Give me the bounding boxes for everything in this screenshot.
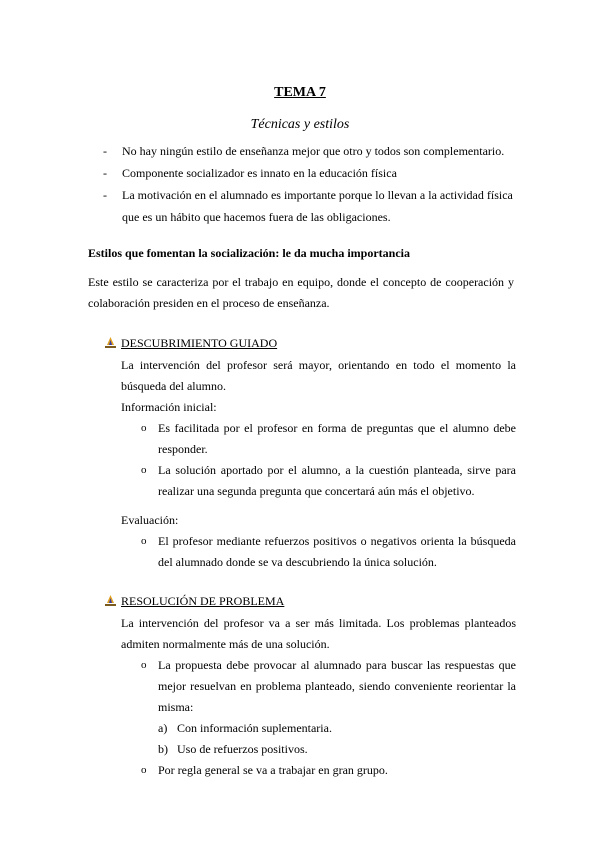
list-item: [158, 739, 516, 760]
section-intro: La intervención del profesor va a ser más limitada. Los problemas planteados admiten normalmente más de una solución.: [121, 616, 516, 651]
resolucion-list: [141, 655, 516, 781]
page-subtitle: Técnicas y estilos: [250, 117, 350, 132]
list-item: [141, 760, 516, 781]
list-item: [103, 140, 523, 162]
section-heading: [104, 333, 516, 353]
section-heading: [104, 591, 516, 611]
list-item-text: Componente socializador es innato en la educación física: [122, 166, 397, 180]
eval-label: Evaluación:: [121, 513, 179, 527]
list-item: [141, 418, 516, 460]
circle-bullet: o: [141, 464, 147, 476]
section-resolucion: [104, 591, 516, 781]
list-item-text: Con información suplementaria.: [177, 721, 332, 735]
arrow-bullet-icon: [104, 594, 117, 607]
section-title: DESCUBRIMIENTO GUIADO: [121, 336, 278, 350]
list-item-text: Es facilitada por el profesor en forma de preguntas que el alumno debe responder.: [158, 421, 516, 456]
list-item-text: La propuesta debe provocar al alumnado para buscar las respuestas que mejor resuelvan en problema planteado, siendo conveniente reorientar la misma:: [158, 658, 516, 714]
sub-list: [158, 718, 516, 760]
circle-bullet: o: [141, 535, 147, 547]
page-title: TEMA 7: [274, 85, 326, 100]
list-item-text: La solución aportado por el alumno, a la cuestión planteada, sirve para realizar una segunda pregunta que concertará aún más el objetivo.: [158, 463, 516, 498]
list-item: [141, 460, 516, 502]
info-label: Información inicial:: [121, 400, 217, 414]
list-item: [158, 718, 516, 739]
socializacion-heading: Estilos que fomentan la socialización: le da mucha importancia: [88, 246, 410, 260]
socializacion-paragraph: Este estilo se caracteriza por el trabajo en equipo, donde el concepto de cooperación y colaboración presiden en el proceso de enseñanza.: [88, 275, 514, 310]
list-item-text: La motivación en el alumnado es importante porque lo llevan a la actividad física que es un hábito que hacemos fuera de las obligaciones.: [122, 188, 513, 224]
intro-list: [103, 140, 523, 228]
dash-bullet: -: [103, 188, 107, 202]
circle-bullet: o: [141, 422, 147, 434]
alpha-marker: b): [158, 742, 168, 756]
info-list: [141, 418, 516, 502]
section-intro: La intervención del profesor será mayor, orientando en todo el momento la búsqueda del alumno.: [121, 358, 516, 393]
circle-bullet: o: [141, 659, 147, 671]
list-item: [141, 655, 516, 718]
list-item: [103, 184, 523, 228]
list-item-text: Por regla general se va a trabajar en gran grupo.: [158, 763, 388, 777]
eval-list: [141, 531, 516, 573]
dash-bullet: -: [103, 144, 107, 158]
circle-bullet: o: [141, 764, 147, 776]
alpha-marker: a): [158, 721, 168, 735]
section-descubrimiento: [104, 333, 516, 573]
list-item-text: El profesor mediante refuerzos positivos o negativos orienta la búsqueda del alumnado donde se va descubriendo la única solución.: [158, 534, 516, 569]
list-item: [103, 162, 523, 184]
list-item-text: Uso de refuerzos positivos.: [177, 742, 308, 756]
arrow-bullet-icon: [104, 336, 117, 349]
list-item: [141, 531, 516, 573]
list-item-text: No hay ningún estilo de enseñanza mejor que otro y todos son complementario.: [122, 144, 505, 158]
section-title: RESOLUCIÓN DE PROBLEMA: [121, 594, 285, 608]
dash-bullet: -: [103, 166, 107, 180]
